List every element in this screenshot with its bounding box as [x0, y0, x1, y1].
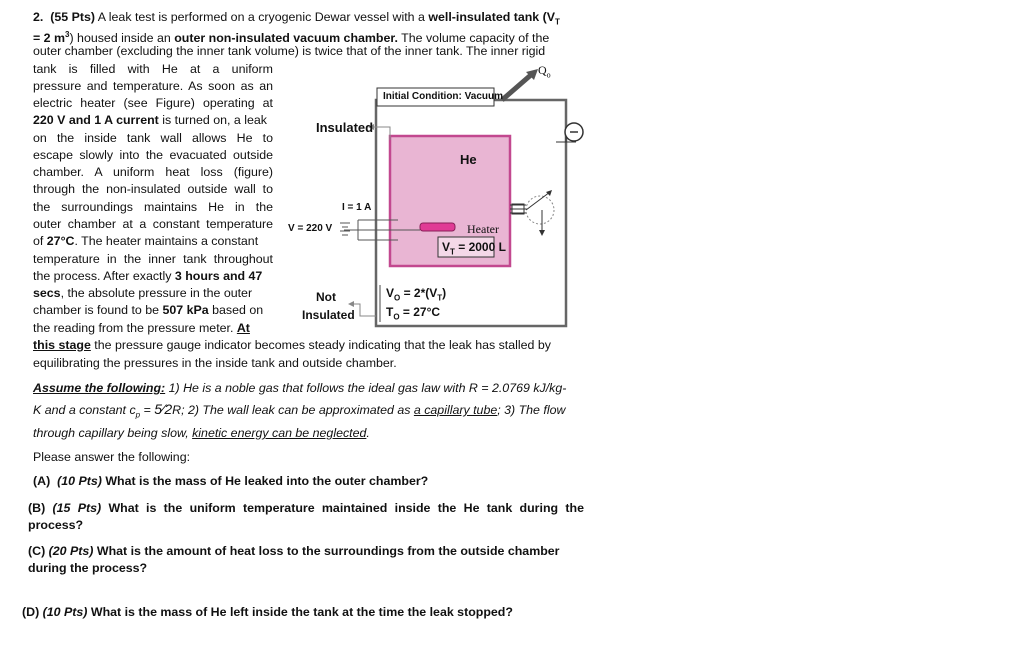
left-line-15 [33, 302, 263, 319]
assumption-text: = [140, 403, 155, 417]
problem-text: based on [208, 303, 264, 317]
to-text: T [386, 305, 394, 319]
problem-bold: well-insulated tank (V [428, 10, 556, 24]
vt-text: V [442, 240, 451, 254]
question-c-line-1 [28, 543, 560, 560]
assumption-underlined: a capillary tube [413, 403, 498, 417]
left-line-7: chamber. A uniform heat loss (figure) [33, 165, 273, 179]
problem-text: . The heater maintains a constant [74, 234, 259, 248]
he-label: He [460, 152, 477, 167]
q-pts: (10 Pts) [42, 605, 88, 619]
line-equilibrate: equilibrating the pressures in the inside tank and outside chamber. [33, 356, 397, 370]
problem-points: (55 Pts) [50, 10, 95, 24]
sub: O [394, 293, 401, 303]
problem-text: chamber is found to be [33, 303, 163, 317]
q-text: Q [538, 63, 547, 77]
heater-element [420, 223, 455, 231]
assumption-line-3 [33, 425, 370, 442]
not-insulated-label: Insulated [302, 308, 355, 322]
sub: T [437, 293, 443, 303]
please-answer: Please answer the following: [33, 450, 191, 464]
sub: T [555, 17, 560, 27]
current-bold: 220 V and 1 A current [33, 113, 159, 127]
vt-label [442, 240, 506, 256]
temp-bold: 27°C [46, 234, 75, 248]
problem-number: 2. [33, 10, 44, 24]
q-label: (A) [33, 474, 51, 488]
problem-text: the process. After exactly [33, 269, 175, 283]
assumption-text: ; 3) The flow [497, 403, 566, 417]
problem-text: the reading from the pressure meter. [33, 321, 237, 335]
left-line-8: through the non-insulated outside wall to [33, 182, 273, 196]
vo-text: V [386, 286, 395, 300]
sub: p [135, 410, 141, 420]
q-text: What is the mass of He left inside the tank at the time the leak stopped? [90, 605, 513, 619]
problem-text: is turned on, a leak [158, 113, 267, 127]
question-b-line-1 [28, 500, 584, 517]
sup: 3 [65, 30, 70, 39]
to-label [386, 305, 440, 321]
fraction: 5⁄2 [154, 401, 173, 417]
q-text: What is the uniform temperature maintained inside the He tank during the [108, 501, 584, 515]
q-pts: (15 Pts) [52, 501, 102, 515]
assumption-text: 1) He is a noble gas that follows the ideal gas law with R = 2.0769 kJ/kg- [165, 381, 567, 395]
pressure-bold: 507 kPa [162, 303, 209, 317]
this-stage-bold: this stage [33, 338, 91, 352]
time-bold: 3 hours and 47 [174, 269, 263, 283]
q-pts: (20 Pts) [48, 544, 94, 558]
vt-text: = 2000 L [454, 240, 506, 254]
assumptions-heading: Assume the following: [33, 381, 166, 395]
heat-loss-arrow [502, 74, 532, 100]
left-line-6: escape slowly into the evacuated outside [33, 148, 273, 162]
q-text: during the process? [28, 561, 148, 575]
question-a [33, 473, 428, 490]
vo-label [386, 286, 446, 302]
assumption-text: . [366, 426, 370, 440]
assumption-line-1 [33, 380, 566, 397]
problem-text: A leak test is performed on a cryogenic Dewar vessel with a [97, 10, 429, 24]
problem-bold: outer non-insulated vacuum chamber. [174, 31, 398, 46]
sub: o [546, 70, 551, 80]
heat-loss-label [538, 63, 551, 79]
question-b-line-2 [28, 517, 83, 534]
left-line-2: pressure and temperature. As soon as an [33, 79, 273, 93]
assumption-line-2 [33, 401, 565, 423]
sub: T [450, 247, 455, 257]
problem-text: , the absolute pressure in the outer [60, 286, 253, 300]
left-line-10: outer chamber at a constant temperature [33, 217, 273, 231]
left-line-14 [33, 285, 252, 302]
problem-text: the pressure gauge indicator becomes steady indicating that the leak has stalled by [90, 338, 551, 352]
left-line-12: temperature in the inner tank throughout [33, 252, 273, 266]
assumption-text: R; 2) The wall leak can be approximated as [172, 403, 414, 417]
q-label: (B) [28, 501, 46, 515]
left-line-11 [33, 233, 258, 250]
question-c-line-2 [28, 560, 147, 577]
heater-label: Heater [467, 222, 499, 236]
assumption-text: through capillary being slow, [33, 426, 193, 440]
q-pts: (10 Pts) [57, 474, 102, 488]
q-text: What is the amount of heat loss to the surroundings from the outside chamber [96, 544, 560, 558]
sub: O [393, 312, 400, 322]
problem-text: of [33, 234, 47, 248]
voltage-label: V = 220 V [288, 223, 333, 234]
current-label: I = 1 A [342, 202, 372, 213]
vo-text: = 2*(V [400, 286, 438, 300]
problem-text: ) housed inside an [69, 31, 175, 46]
q-text: process? [28, 518, 84, 532]
q-label: (D) [22, 605, 40, 619]
left-line-3: electric heater (see Figure) operating at [33, 96, 273, 110]
left-line-4 [33, 112, 267, 129]
q-label: (C) [28, 544, 46, 558]
left-line-13 [33, 268, 262, 285]
time-bold: secs [33, 286, 61, 300]
q-text: What is the mass of He leaked into the outer chamber? [105, 474, 429, 488]
left-line-5: on the inside tank wall allows He to [33, 131, 273, 145]
volume-bold: = 2 m [33, 31, 66, 46]
assumption-text: K and a constant c [33, 403, 136, 417]
left-line-16 [33, 320, 250, 337]
problem-line-3: outer chamber (excluding the inner tank volume) is twice that of the inner tank. The inner rigid [33, 44, 546, 58]
arrow-head [348, 301, 354, 307]
question-d [22, 604, 513, 621]
not-label: Not [316, 290, 336, 304]
dewar-figure [280, 60, 590, 345]
to-text: = 27°C [399, 305, 441, 319]
vo-text: ) [442, 286, 447, 300]
left-line-9: the surroundings maintains He in the [33, 200, 273, 214]
problem-text: The volume capacity of the [397, 31, 550, 46]
insulated-label: Insulated [316, 120, 374, 135]
left-line-1: tank is filled with He at a uniform [33, 62, 273, 76]
at-stage-bold: At [236, 321, 250, 335]
initial-condition-label: Initial Condition: Vacuum [383, 91, 503, 102]
assumption-underlined: kinetic energy can be neglected [192, 426, 367, 440]
